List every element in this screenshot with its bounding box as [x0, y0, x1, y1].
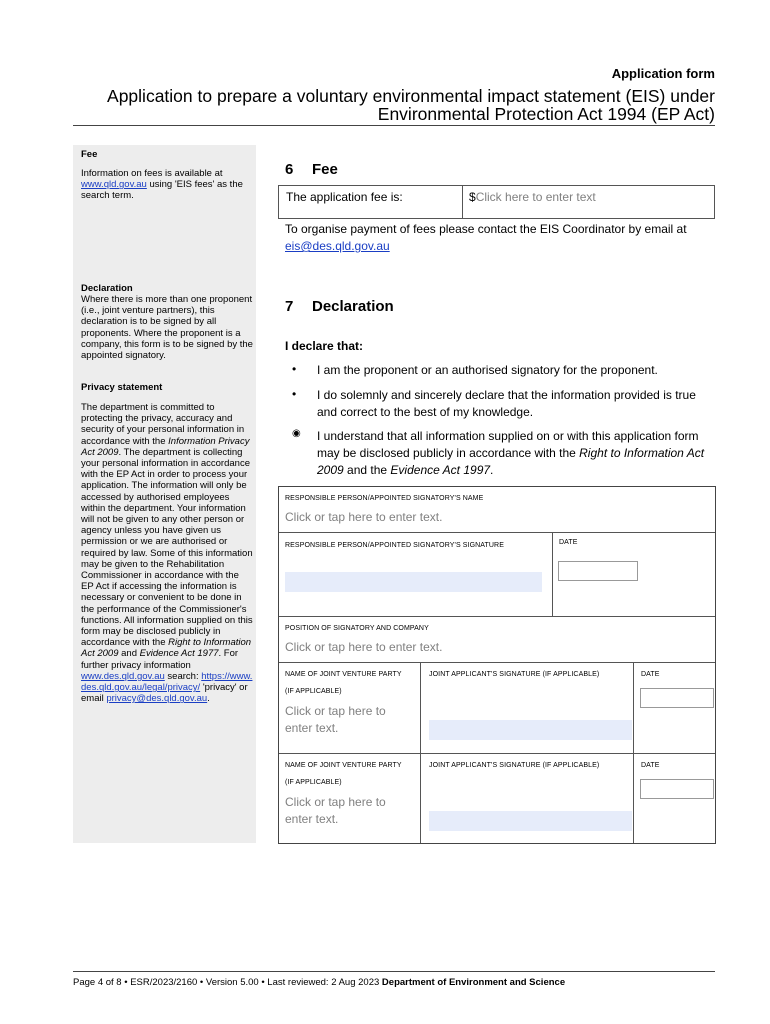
privacy-text-1: The department is committed to protecting the privacy, accuracy and security of your personal information in accordance with the [81, 402, 245, 447]
fee-section-number: 6 [285, 161, 294, 178]
privacy-italic-1: Information Privacy Act 2009 [81, 435, 250, 458]
responsible-name-label: RESPONSIBLE PERSON/APPOINTED SIGNATORY'S NAME [285, 495, 484, 502]
privacy-and: and [118, 648, 140, 660]
date-label: DATE [641, 762, 660, 769]
joint-signature-field-2[interactable] [429, 811, 632, 831]
page-title-line1: Application to prepare a voluntary environmental impact statement (EIS) under [107, 86, 715, 106]
jv-date-input-2[interactable] [640, 779, 714, 799]
declaration-bullet-2: I do solemnly and sincerely declare that the information provided is true and correct to the best of my knowledge. [317, 388, 696, 419]
responsible-signature-field[interactable] [285, 572, 542, 592]
position-label: POSITION OF SIGNATORY AND COMPANY [285, 625, 429, 632]
bullet3-text-a: I understand that all information supplied on or with this application form may be disclosed publicly in accordance with the [317, 429, 699, 460]
privacy-end: . [207, 693, 210, 705]
header-divider [73, 125, 715, 126]
checkbox-bullet-icon: ◉ [292, 428, 301, 439]
privacy-text-3: . For further privacy information [81, 648, 239, 671]
eis-email-link[interactable]: eis@des.qld.gov.au [285, 239, 390, 253]
footer-divider [73, 971, 715, 972]
privacy-italic-3: Evidence Act 1977 [139, 648, 219, 660]
privacy-search: search: [164, 670, 199, 682]
sidebar-declaration-heading: Declaration [81, 283, 133, 294]
responsible-signature-label: RESPONSIBLE PERSON/APPOINTED SIGNATORY'S SIGNATURE [285, 542, 504, 549]
fee-amount-placeholder: Click here to enter text [475, 190, 596, 204]
jv-name-input-1[interactable] [285, 703, 386, 737]
sidebar [73, 145, 256, 843]
declaration-section-label: Declaration [312, 298, 394, 315]
page-footer [73, 977, 565, 988]
responsible-name-input[interactable]: Click or tap here to enter text. [285, 510, 443, 524]
date-label: DATE [559, 539, 578, 546]
page-title [60, 87, 715, 123]
bullet3-italic-2: Evidence Act 1997 [390, 463, 491, 477]
payment-instructions [285, 221, 715, 255]
privacy-text-4: 'privacy' or email [81, 682, 248, 705]
joint-signature-label: JOINT APPLICANT'S SIGNATURE (IF APPLICABLE) [429, 671, 600, 678]
privacy-url-link[interactable]: https://www.des.qld.gov.au/legal/privacy/ [81, 670, 253, 694]
responsible-date-input[interactable] [558, 561, 638, 581]
privacy-italic-2: Right to Information Act 2009 [81, 637, 252, 660]
bullet3-italic-1: Right to Information Act 2009 [317, 446, 705, 477]
placeholder-line: Click or tap here to [285, 795, 386, 809]
sidebar-declaration-text: Where there is more than one proponent (i.e., joint venture partners), this declaration is to be signed by all proponents. Where the proponent is a company, this form is to be signed by the appointed signatory. [81, 294, 253, 362]
payment-text: To organise payment of fees please contact the EIS Coordinator by email at [285, 222, 687, 236]
currency-symbol: $ [469, 190, 476, 204]
footer-text: Page 4 of 8 • ESR/2023/2160 • Version 5.00 • Last reviewed: 2 Aug 2023 [73, 977, 382, 988]
declaration-bullet-3 [317, 428, 712, 479]
privacy-email-link[interactable]: privacy@des.qld.gov.au [106, 693, 208, 705]
page-title-line2: Environmental Protection Act 1994 (EP Act) [377, 104, 715, 124]
des-gov-link[interactable]: www.des.qld.gov.au [81, 670, 165, 682]
footer-department: Department of Environment and Science [381, 977, 566, 988]
sidebar-privacy-heading: Privacy statement [81, 382, 163, 393]
declaration-intro: I declare that: [285, 339, 364, 353]
declaration-section-number: 7 [285, 298, 294, 315]
privacy-text-2: . The department is collecting your personal information in accordance with the EP Act in order to process your application. The information will only be accessed by authorised employees within the department. Your information will not be given to any other person or agency unless you have given us permission or we are authorised or required by law. Some of this information may be given to the Rehabilitation Commissioner in accordance with the EP Act if accessing the information is necessary or convenient to be done in the performance of the Commissioner's functions. All information supplied on this form may be disclosed publicly in accordance with the [81, 446, 253, 649]
jv-date-input-1[interactable] [640, 688, 714, 708]
row-divider [279, 616, 715, 617]
row-divider [279, 662, 715, 663]
jv-name-label: NAME OF JOINT VENTURE PARTY [285, 671, 402, 678]
bullet-dot: • [292, 362, 297, 376]
jv-name-input-2[interactable] [285, 794, 386, 828]
sidebar-fee-heading: Fee [81, 149, 98, 160]
jv-if-applicable: (IF APPLICABLE) [285, 779, 342, 786]
fee-label: The application fee is: [279, 186, 463, 218]
fee-table [278, 185, 715, 219]
jv-name-label: NAME OF JOINT VENTURE PARTY [285, 762, 402, 769]
declaration-bullet-1: I am the proponent or an authorised signatory for the proponent. [317, 363, 658, 377]
bullet-dot: • [292, 387, 297, 401]
fee-section-label: Fee [312, 161, 338, 178]
placeholder-line: Click or tap here to [285, 704, 386, 718]
joint-signature-label: JOINT APPLICANT'S SIGNATURE (IF APPLICABLE) [429, 762, 600, 769]
bullet3-text-c: . [490, 463, 494, 477]
sidebar-fee-text-a: Information on fees is available at [81, 168, 223, 179]
sidebar-privacy-text [81, 402, 253, 704]
date-label: DATE [641, 671, 660, 678]
joint-signature-field-1[interactable] [429, 720, 632, 740]
column-divider [552, 532, 553, 616]
bullet3-text-b: and the [343, 463, 391, 477]
form-kicker: Application form [611, 66, 715, 81]
fee-amount-field[interactable] [463, 186, 714, 226]
signature-table [278, 486, 716, 844]
qld-gov-link[interactable]: www.qld.gov.au [81, 179, 147, 191]
declaration-section-title [285, 298, 394, 315]
row-divider [279, 532, 715, 533]
placeholder-line: enter text. [285, 812, 339, 826]
position-input[interactable]: Click or tap here to enter text. [285, 640, 443, 654]
row-divider [279, 753, 715, 754]
sidebar-fee-text-b: using 'EIS fees' as the search term. [81, 179, 243, 202]
sidebar-fee-text [81, 168, 253, 202]
placeholder-line: enter text. [285, 721, 339, 735]
jv-if-applicable: (IF APPLICABLE) [285, 688, 342, 695]
fee-section-title [285, 161, 338, 178]
